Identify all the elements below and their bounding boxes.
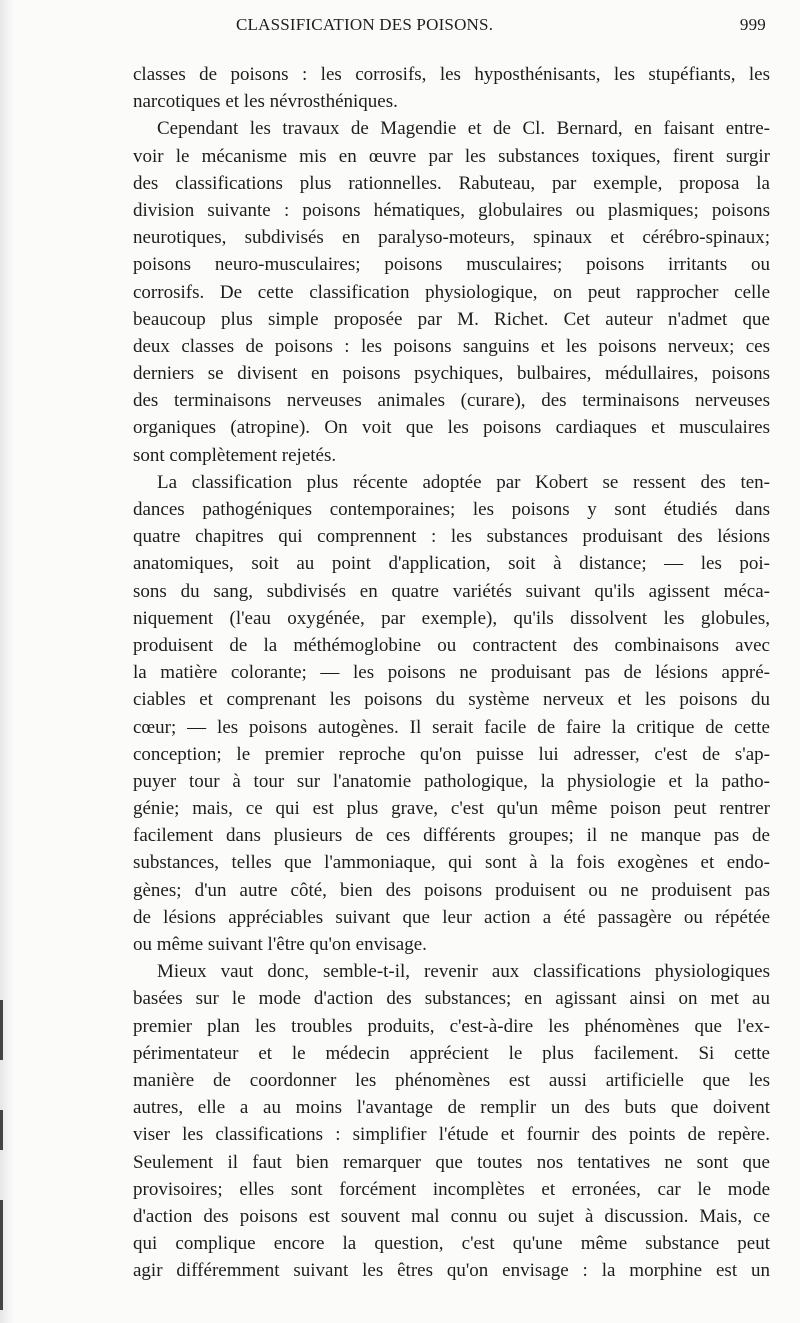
text-line: des terminaisons nerveuses animales (curare), des terminaisons nerveuses	[133, 390, 770, 412]
text-line: Mieux vaut donc, semble-t-il, revenir aux classifications physiologiques	[157, 961, 770, 983]
text-line: autres, elle a au moins l'avantage de remplir un des buts que doivent	[133, 1097, 770, 1119]
text-line: narcotiques et les névrosthéniques.	[133, 91, 398, 113]
text-line: corrosifs. De cette classification physiologique, on peut rapprocher celle	[133, 281, 770, 303]
text-line: conception; le premier reproche qu'on puisse lui adresser, c'est de s'ap-	[133, 743, 770, 765]
text-line: basées sur le mode d'action des substances; en agissant ainsi on met au	[133, 988, 770, 1010]
text-line: d'action des poisons est souvent mal connu ou sujet à discussion. Mais, ce	[133, 1205, 770, 1227]
text-line: cœur; — les poisons autogènes. Il serait facile de faire la critique de cette	[133, 716, 770, 738]
text-line: voir le mécanisme mis en œuvre par les substances toxiques, firent surgir	[133, 145, 770, 167]
text-line: la matière colorante; — les poisons ne produisant pas de lésions appré-	[133, 662, 770, 684]
page-header	[236, 15, 766, 39]
text-line: quatre chapitres qui comprennent : les substances produisant des lésions	[133, 526, 770, 548]
text-line: sont complètement rejetés.	[133, 444, 337, 466]
page-left-edge	[0, 0, 14, 1323]
text-line: dances pathogéniques contemporaines; les poisons y sont étudiés dans	[133, 499, 770, 520]
page-number: 999	[739, 15, 766, 34]
text-line: de lésions appréciables suivant que leur action a été passagère ou répétée	[133, 906, 770, 928]
text-line: classes de poisons : les corrosifs, les hyposthénisants, les stupéfiants, les	[133, 64, 770, 85]
text-line: facilement dans plusieurs de ces différents groupes; il ne manque pas de	[133, 825, 770, 847]
text-line: derniers se divisent en poisons psychiques, bulbaires, médullaires, poisons	[133, 363, 770, 385]
edge-shadow-mark	[0, 1200, 3, 1310]
text-line: neurotiques, subdivisés en paralyso-moteurs, spinaux et cérébro-spinaux;	[133, 227, 770, 249]
text-line: qui complique encore la question, c'est qu'une même substance peut	[133, 1233, 770, 1255]
text-line: beaucoup plus simple proposée par M. Richet. Cet auteur n'admet que	[133, 308, 770, 330]
running-title: CLASSIFICATION DES POISONS.	[236, 15, 494, 34]
text-line: génie; mais, ce qui est plus grave, c'est qu'un même poison peut rentrer	[133, 798, 770, 820]
text-line: organiques (atropine). On voit que les poisons cardiaques et musculaires	[133, 417, 770, 439]
text-line: périmentateur et le médecin apprécient le plus facilement. Si cette	[133, 1042, 770, 1064]
text-line: puyer tour à tour sur l'anatomie pathologique, la physiologie et la patho-	[133, 770, 770, 792]
text-line: substances, telles que l'ammoniaque, qui sont à la fois exogènes et endo-	[133, 852, 770, 874]
text-line: manière de coordonner les phénomènes est aussi artificielle que les	[133, 1069, 770, 1091]
edge-shadow-mark	[0, 1000, 3, 1060]
text-line: ou même suivant l'être qu'on envisage.	[133, 934, 427, 955]
text-line: La classification plus récente adoptée par Kobert se ressent des ten-	[157, 471, 770, 493]
text-line: provisoires; elles sont forcément incomplètes et erronées, car le mode	[133, 1178, 770, 1200]
text-line: des classifications plus rationnelles. Rabuteau, par exemple, proposa la	[133, 172, 770, 194]
text-line: sons du sang, subdivisés en quatre variétés suivant qu'ils agissent méca-	[133, 580, 770, 602]
text-line: deux classes de poisons : les poisons sanguins et les poisons nerveux; ces	[133, 335, 770, 357]
text-line: niquement (l'eau oxygénée, par exemple), qu'ils dissolvent les globules,	[133, 607, 770, 629]
text-line: anatomiques, soit au point d'application, soit à distance; — les poi-	[133, 553, 770, 575]
text-line: poisons neuro-musculaires; poisons musculaires; poisons irritants ou	[133, 254, 770, 276]
text-line: agir différemment suivant les êtres qu'on envisage : la morphine est un	[133, 1260, 770, 1282]
text-line: produisent de la méthémoglobine ou contractent des combinaisons avec	[133, 634, 770, 656]
text-line: Seulement il faut bien remarquer que toutes nos tentatives ne sont que	[133, 1151, 770, 1173]
text-line: division suivante : poisons hématiques, globulaires ou plasmiques; poisons	[133, 199, 770, 221]
text-line: Cependant les travaux de Magendie et de Cl. Bernard, en faisant entre-	[157, 118, 770, 140]
body-text	[133, 61, 770, 1284]
text-line: viser les classifications : simplifier l'étude et fournir des points de repère.	[133, 1124, 770, 1146]
text-line: ciables et comprenant les poisons du système nerveux et les poisons du	[133, 689, 770, 711]
edge-shadow-mark	[0, 1110, 3, 1150]
text-line: premier plan les troubles produits, c'est-à-dire les phénomènes que l'ex-	[133, 1015, 770, 1037]
text-line: gènes; d'un autre côté, bien des poisons produisent ou ne produisent pas	[133, 879, 770, 901]
